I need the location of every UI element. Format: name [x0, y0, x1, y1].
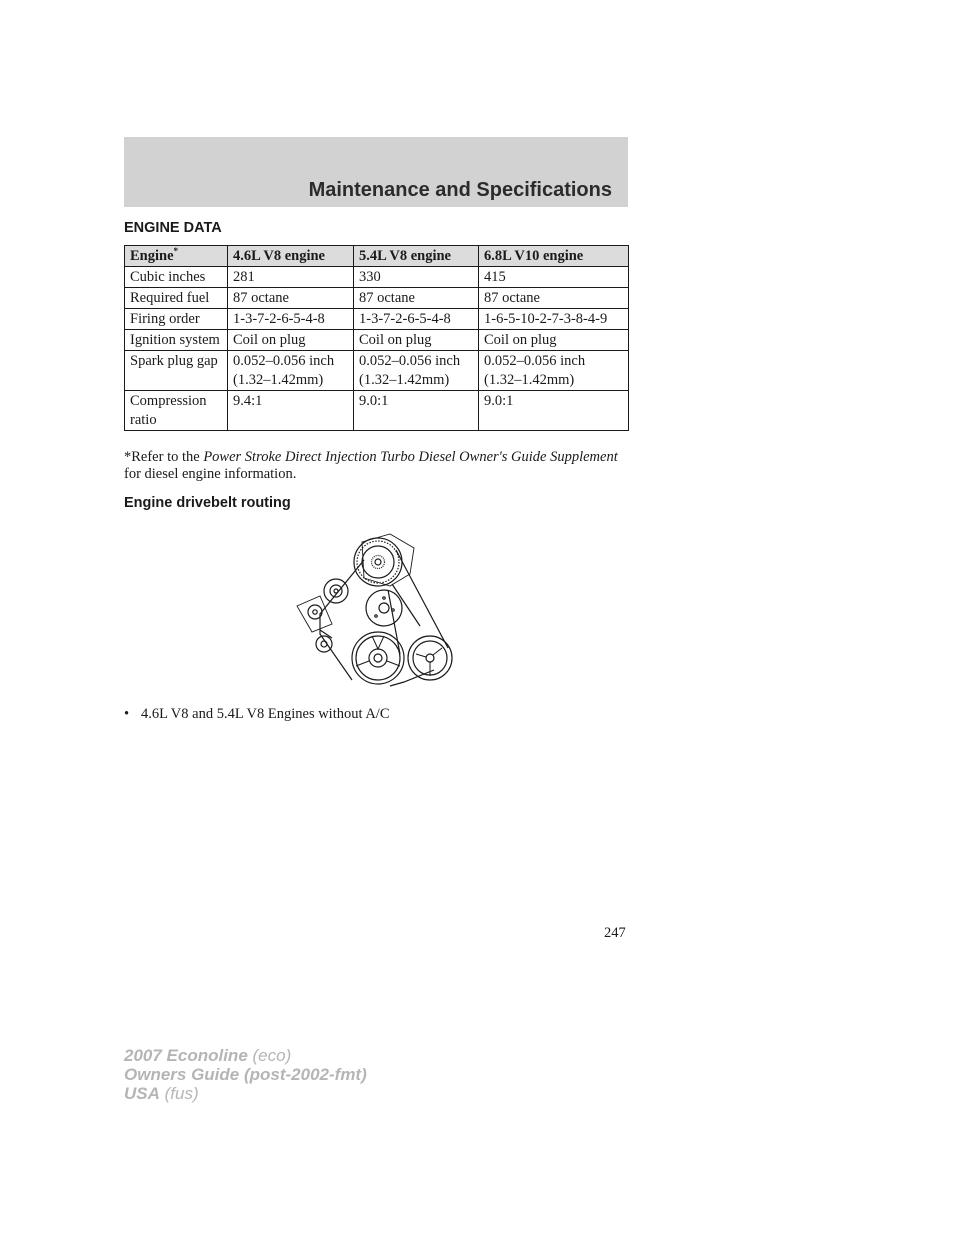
- header-band: [124, 137, 628, 207]
- table-cell: 9.0:1: [354, 391, 479, 431]
- row-label: Spark plug gap: [125, 351, 228, 391]
- table-row: [125, 309, 629, 330]
- table-row: [125, 391, 629, 431]
- row-label: Firing order: [125, 309, 228, 330]
- engine-data-table: [124, 245, 629, 431]
- table-cell: 415: [479, 267, 629, 288]
- bullet-dot: •: [124, 706, 130, 722]
- footnote-publication: Power Stroke Direct Injection Turbo Diesel Owner's Guide Supplement: [203, 449, 618, 465]
- table-cell: Coil on plug: [479, 330, 629, 351]
- footnote-mark: *: [173, 246, 179, 256]
- table-row: [125, 351, 629, 391]
- table-footnote: [124, 449, 628, 483]
- footer-model-code: (eco): [247, 1046, 292, 1065]
- table-cell: 9.4:1: [228, 391, 354, 431]
- column-header-46l: 4.6L V8 engine: [228, 246, 354, 267]
- footer-model: 2007 Econoline: [124, 1046, 248, 1065]
- list-item: [124, 706, 390, 723]
- table-cell: 0.052–0.056 inch (1.32–1.42mm): [228, 351, 354, 391]
- table-cell: 281: [228, 267, 354, 288]
- table-cell: Coil on plug: [354, 330, 479, 351]
- table-cell: 1-6-5-10-2-7-3-8-4-9: [479, 309, 629, 330]
- row-label: Compression ratio: [125, 391, 228, 431]
- bullet-text: 4.6L V8 and 5.4L V8 Engines without A/C: [141, 706, 390, 722]
- page-section-title: Maintenance and Specifications: [308, 179, 612, 201]
- table-row: [125, 267, 629, 288]
- document-footer: [124, 1046, 367, 1103]
- drivebelt-heading: Engine drivebelt routing: [124, 495, 291, 511]
- table-cell: 1-3-7-2-6-5-4-8: [228, 309, 354, 330]
- footnote-prefix: *Refer to the: [124, 449, 204, 465]
- footer-region-code: (fus): [159, 1084, 199, 1103]
- table-cell: Coil on plug: [228, 330, 354, 351]
- column-header-68l: 6.8L V10 engine: [479, 246, 629, 267]
- table-cell: 330: [354, 267, 479, 288]
- table-row: [125, 288, 629, 309]
- table-cell: 87 octane: [479, 288, 629, 309]
- page-number: 247: [604, 925, 626, 941]
- drivebelt-routing-diagram: [292, 530, 462, 692]
- table-cell: 1-3-7-2-6-5-4-8: [354, 309, 479, 330]
- footer-region: USA: [124, 1084, 160, 1103]
- table-cell: 0.052–0.056 inch (1.32–1.42mm): [479, 351, 629, 391]
- table-cell: 0.052–0.056 inch (1.32–1.42mm): [354, 351, 479, 391]
- table-cell: 87 octane: [228, 288, 354, 309]
- table-row: [125, 330, 629, 351]
- row-label: Ignition system: [125, 330, 228, 351]
- footer-guide: Owners Guide (post-2002-fmt): [124, 1065, 367, 1084]
- row-label: Required fuel: [125, 288, 228, 309]
- row-label: Cubic inches: [125, 267, 228, 288]
- table-header-row: [125, 246, 629, 267]
- table-cell: 9.0:1: [479, 391, 629, 431]
- table-cell: 87 octane: [354, 288, 479, 309]
- footnote-suffix: for diesel engine information.: [124, 466, 297, 482]
- column-header-engine: Engine*: [125, 246, 228, 267]
- column-header-54l: 5.4L V8 engine: [354, 246, 479, 267]
- engine-data-heading: ENGINE DATA: [124, 220, 222, 236]
